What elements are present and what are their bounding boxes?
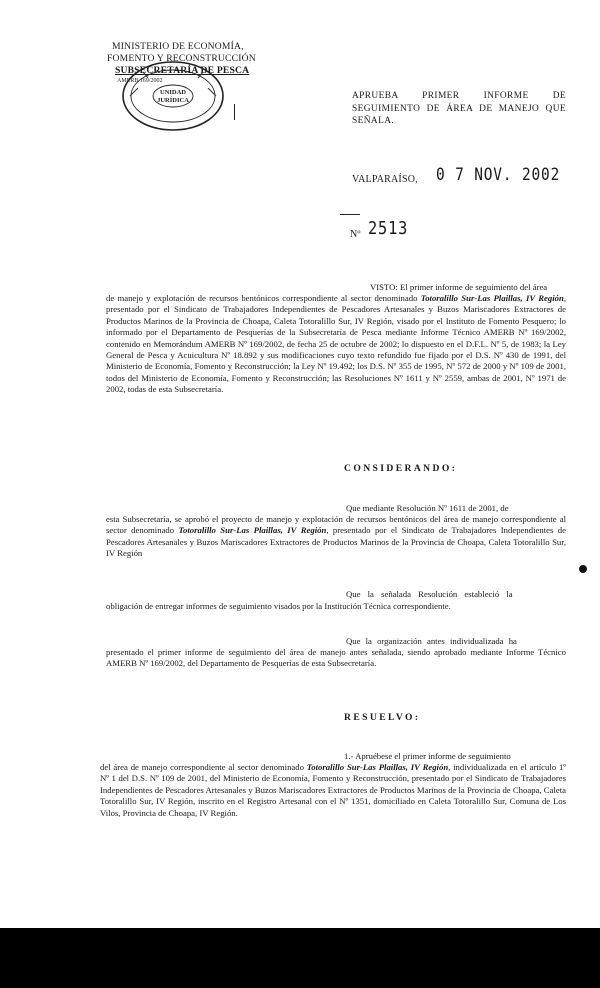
considerando-3-first-line: Que la organización antes individualizada ha — [346, 636, 517, 646]
ministry-line-2: FOMENTO Y RECONSTRUCCIÓN — [107, 53, 256, 64]
handwritten-date: 0 7 NOV. 2002 — [436, 165, 561, 185]
considerando-heading: CONSIDERANDO: — [344, 463, 458, 474]
ministry-line-1: MINISTERIO DE ECONOMÍA, — [112, 41, 244, 52]
svg-text:JURÍDICA: JURÍDICA — [157, 97, 189, 104]
hole-punch-mark — [579, 565, 587, 573]
margin-mark — [234, 104, 235, 120]
ministry-line-3: SUBSECRETARÍA DE PESCA — [115, 65, 250, 76]
reference-code: AMERB 169/2002 — [117, 78, 163, 84]
resuelvo-heading: RESUELVO: — [344, 712, 421, 723]
scan-bottom-edge — [0, 928, 600, 988]
resolution-number: 2513 — [368, 218, 409, 239]
official-seal-stamp — [118, 58, 228, 134]
resuelvo-paragraph: del área de manejo correspondiente al sector denominado Totoralillo Sur-Las Plaillas, IV Región, individualizada en el artículo 1º Nº 1 del D.S. Nº 109 de 2001, del Ministerio de Economía, Fomento y Reconstrucción, presentado por el Sindicato de Trabajadores Independientes de Pescadores Artesanales y Buzos Mariscadores Extractores de Productos Marinos de la Provincia de Choapa, Caleta Totoralillo Sur, IV Región, inscrito en el Registro Artesanal con el Nº 1351, domiciliado en Caleta Totoralillo Sur, Comuna de Los Vilos, Provincia de Choapa, IV Región. — [100, 762, 566, 818]
number-prefix: Nº — [350, 229, 361, 240]
resuelvo-first-line: 1.- Apruébese el primer informe de seguimiento — [344, 751, 511, 761]
considerando-1-paragraph: esta Subsecretaría, se aprobó el proyecto de manejo y explotación de recursos bentónicos del área de manejo correspondiente al sector denominado Totoralillo Sur-Las Plaillas, IV Región, presentado por el Sindicato de Trabajadores Independientes de Pescadores Artesanales y Buzos Mariscadores Extractores de Productos Marinos de la Provincia de Choapa, Caleta Totoralillo Sur, IV Región — [106, 514, 566, 559]
svg-text:UNIDAD: UNIDAD — [160, 89, 186, 96]
visto-first-line: VISTO: El primer informe de seguimiento del área — [370, 282, 548, 292]
city-label: VALPARAÍSO, — [352, 174, 418, 185]
number-dash — [340, 214, 360, 215]
considerando-2-paragraph: obligación de entregar informes de seguimiento visados por la Institución Técnica correspondiente. — [106, 601, 451, 611]
considerando-3-paragraph: presentado el primer informe de seguimiento del área de manejo antes señalada, siendo aprobado mediante Informe Técnico AMERB Nº 169/2002, del Departamento de Pesquerías de esta Subsecretaría. — [106, 647, 566, 669]
considerando-1-first-line: Que mediante Resolución Nº 1611 de 2001, de — [346, 503, 509, 513]
visto-paragraph: de manejo y explotación de recursos bentónicos correspondiente al sector denominado Totoralillo Sur-Las Plaillas, IV Región, presentado por el Sindicato de Trabajadores Independientes de Pescadores Artesanales y Buzos Mariscadores Extractores de Productos Marinos de la Provincia de Choapa, Caleta Totoralillo Sur, IV Región, visado por el Instituto de Fomento Pesquero; lo informado por el Departamento de Pesquerías de la Subsecretaría de Pesca mediante Informe Técnico AMERB Nº 169/2002, contenido en Memorándum AMERB Nº 169/2002, de fecha 25 de octubre de 2002; lo dispuesto en el D.F.L. Nº 5, de 1983; la Ley General de Pesca y Acuicultura Nº 18.892 y sus modificaciones cuyo texto refundido fue fijado por el D.S. Nº 430 de 1991, del Ministerio de Economía, Fomento y Reconstrucción; la Ley Nº 19.492; los D.S. Nº 355 de 1995, Nº 572 de 2000 y Nº 109 de 2001, todos del Ministerio de Economía, Fomento y Reconstrucción; las Resoluciones Nº 1611 y Nº 2559, ambas de 2001, Nº 1971 de 2002, todas de esta Subsecretaría. — [106, 293, 566, 395]
subject-summary: APRUEBA PRIMER INFORME DE SEGUIMIENTO DE ÁREA DE MANEJO QUE SEÑALA. — [352, 91, 566, 126]
considerando-2-first-line: Que la señalada Resolución estableció la — [346, 589, 513, 599]
